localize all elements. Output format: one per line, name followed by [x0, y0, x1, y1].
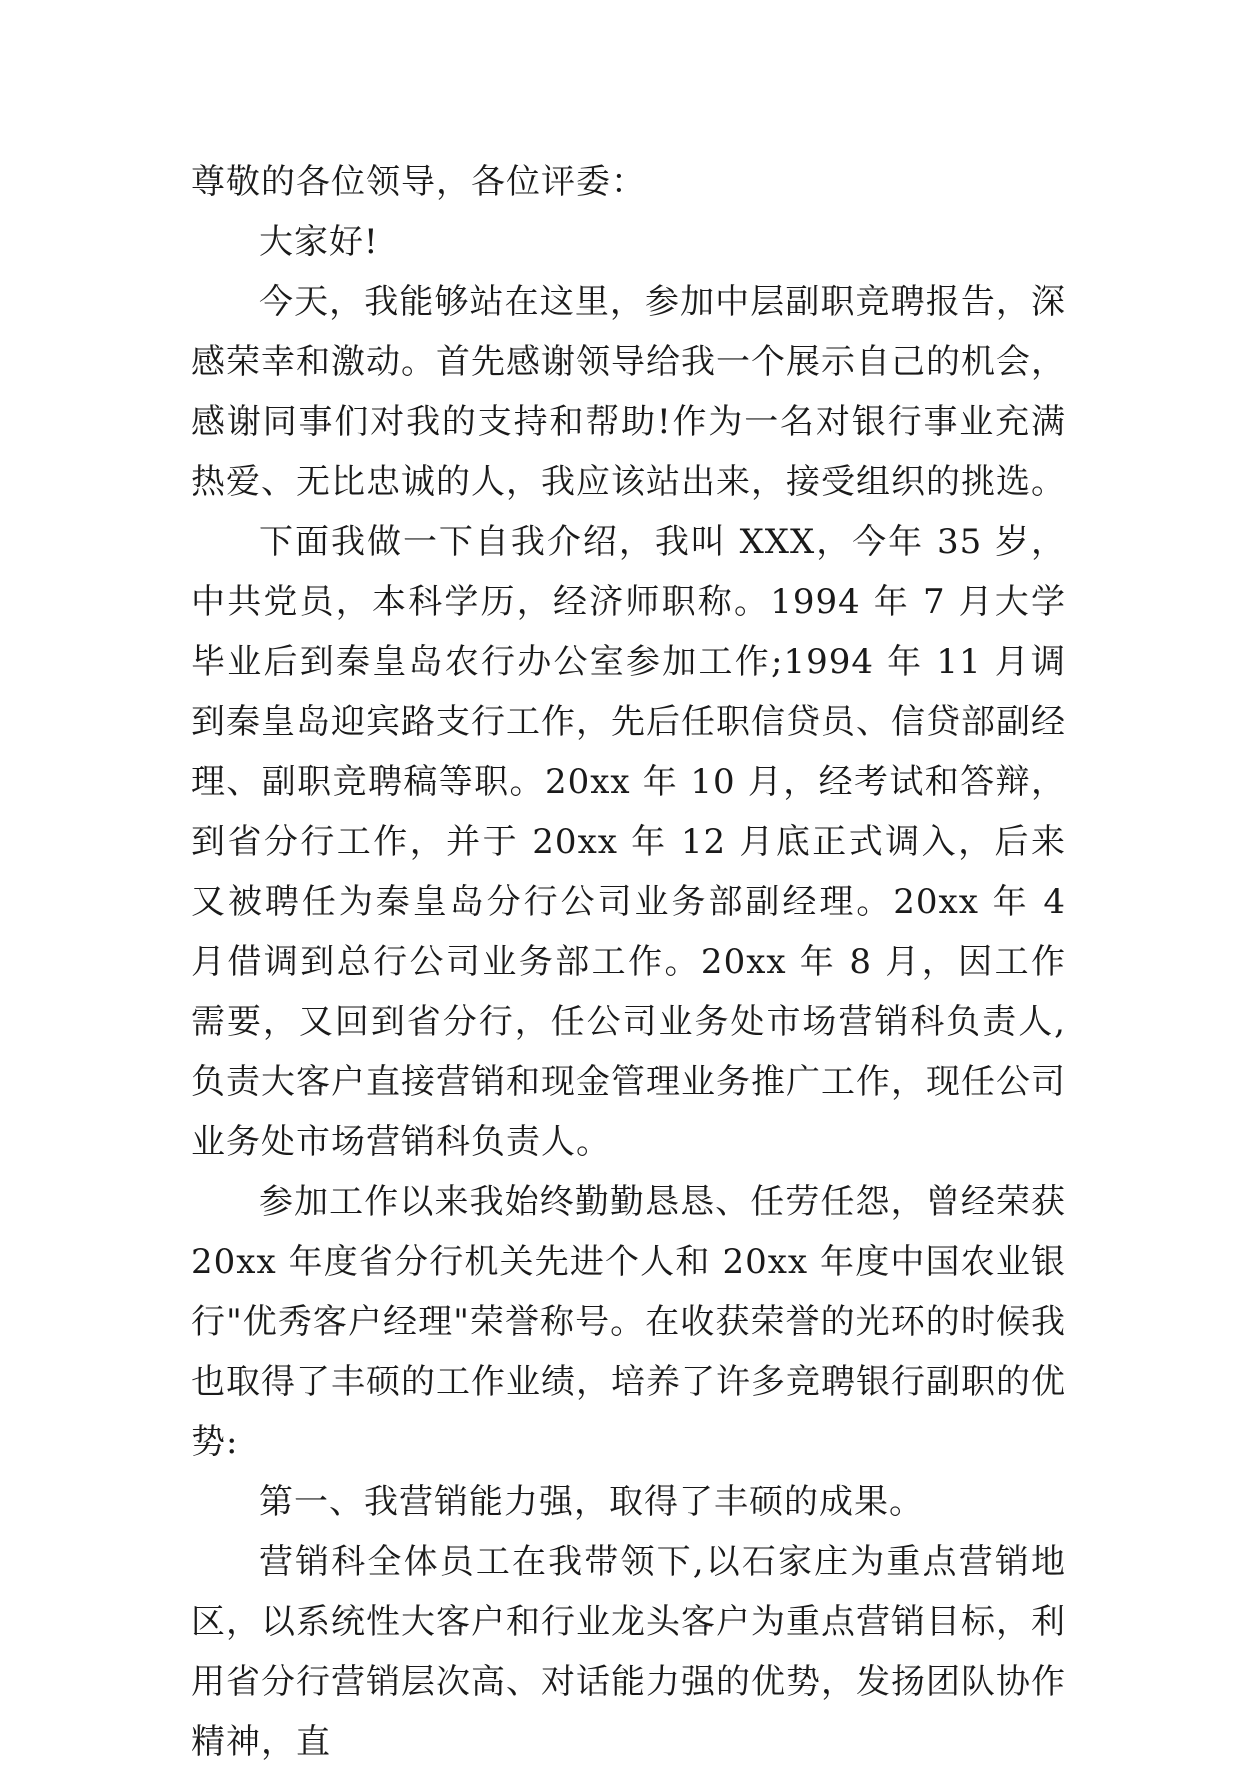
- paragraph-opening: 今天，我能够站在这里，参加中层副职竞聘报告，深感荣幸和激动。首先感谢领导给我一个展示自己的机会，感谢同事们对我的支持和帮助!作为一名对银行事业充满热爱、无比忠诚的人，我应该站出来，接受组织的挑选。: [191, 282, 1066, 502]
- paragraph-point-one: 第一、我营销能力强，取得了丰硕的成果。: [259, 1482, 924, 1522]
- salutation: 尊敬的各位领导，各位评委：: [191, 162, 646, 202]
- paragraph-self-introduction: 下面我做一下自我介绍，我叫 XXX，今年 35 岁，中共党员，本科学历，经济师职称。1994 年 7 月大学毕业后到秦皇岛农行办公室参加工作;1994 年 11 月调到秦皇岛迎宾路支行工作，先后任职信贷员、信贷部副经理、副职竞聘稿等职。20xx 年 10 月，经考试和答辩，到省分行工作，并于 20xx 年 12 月底正式调入，后来又被聘任为秦皇岛分行公司业务部副经理。20xx 年 4 月借调到总行公司业务部工作。20xx 年 8 月，因工作需要，又回到省分行，任公司业务处市场营销科负责人,负责大客户直接营销和现金管理业务推广工作，现任公司业务处市场营销科负责人。: [191, 522, 1066, 1162]
- paragraph-greeting: 大家好!: [259, 222, 379, 262]
- paragraph-honors: 参加工作以来我始终勤勤恳恳、任劳任怨，曾经荣获 20xx 年度省分行机关先进个人和 20xx 年度中国农业银行"优秀客户经理"荣誉称号。在收获荣誉的光环的时候我也取得了丰硕的工作业绩，培养了许多竞聘银行副职的优势:: [191, 1182, 1066, 1462]
- document-page: [191, 152, 1066, 1772]
- paragraph-marketing: 营销科全体员工在我带领下,以石家庄为重点营销地区，以系统性大客户和行业龙头客户为重点营销目标，利用省分行营销层次高、对话能力强的优势，发扬团队协作精神，直: [191, 1542, 1066, 1762]
